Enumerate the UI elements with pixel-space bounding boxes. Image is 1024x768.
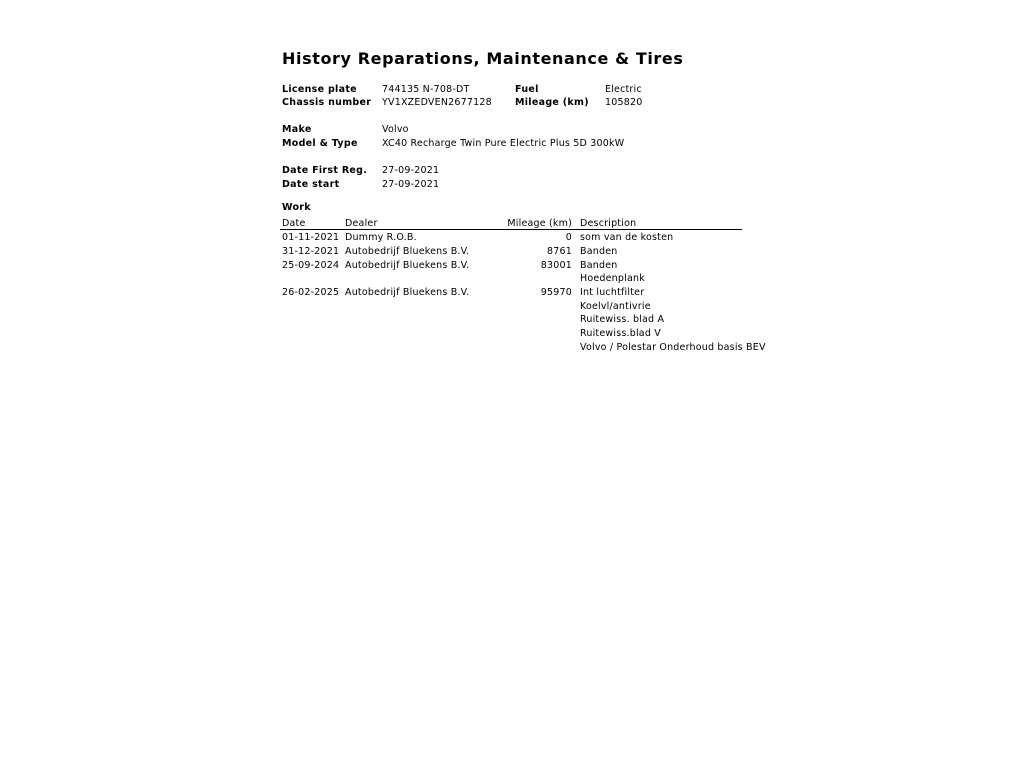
date-start-label: Date start (282, 179, 340, 190)
page-title: History Reparations, Maintenance & Tires (282, 49, 684, 68)
row-mileage: 0 (565, 232, 572, 243)
column-header-mileage: Mileage (km) (507, 218, 572, 229)
row-dealer: Autobedrijf Bluekens B.V. (345, 287, 470, 298)
mileage-label: Mileage (km) (515, 97, 589, 108)
row-date: 25-09-2024 (282, 260, 340, 271)
row-description: Banden (580, 246, 618, 257)
row-description: Koelvl/antivrie (580, 301, 651, 312)
make-value: Volvo (382, 124, 409, 135)
column-header-dealer: Dealer (345, 218, 378, 229)
row-description: Banden (580, 260, 618, 271)
report-page (282, 0, 766, 768)
row-description: Volvo / Polestar Onderhoud basis BEV (580, 342, 766, 353)
row-description: Ruitewiss.blad V (580, 328, 661, 339)
row-mileage: 8761 (547, 246, 572, 257)
row-date: 31-12-2021 (282, 246, 340, 257)
model-type-label: Model & Type (282, 138, 358, 149)
date-first-reg-label: Date First Reg. (282, 165, 368, 176)
date-first-reg-value: 27-09-2021 (382, 165, 440, 176)
row-date: 26-02-2025 (282, 287, 340, 298)
row-mileage: 83001 (540, 260, 572, 271)
model-type-value: XC40 Recharge Twin Pure Electric Plus 5D 300kW (382, 138, 625, 149)
row-description: som van de kosten (580, 232, 674, 243)
license-plate-value: 744135 N-708-DT (382, 84, 470, 95)
mileage-value: 105820 (605, 97, 643, 108)
row-date: 01-11-2021 (282, 232, 340, 243)
fuel-value: Electric (605, 84, 642, 95)
work-heading: Work (282, 202, 311, 213)
table-header-divider (280, 229, 742, 230)
row-description: Ruitewiss. blad A (580, 314, 665, 325)
fuel-label: Fuel (515, 84, 539, 95)
row-description: Int luchtfilter (580, 287, 645, 298)
row-dealer: Autobedrijf Bluekens B.V. (345, 246, 470, 257)
license-plate-label: License plate (282, 84, 357, 95)
row-mileage: 95970 (540, 287, 572, 298)
column-header-date: Date (282, 218, 306, 229)
chassis-number-value: YV1XZEDVEN2677128 (382, 97, 492, 108)
column-header-description: Description (580, 218, 637, 229)
row-dealer: Autobedrijf Bluekens B.V. (345, 260, 470, 271)
make-label: Make (282, 124, 312, 135)
row-dealer: Dummy R.O.B. (345, 232, 417, 243)
row-description: Hoedenplank (580, 273, 645, 284)
date-start-value: 27-09-2021 (382, 179, 440, 190)
chassis-number-label: Chassis number (282, 97, 372, 108)
